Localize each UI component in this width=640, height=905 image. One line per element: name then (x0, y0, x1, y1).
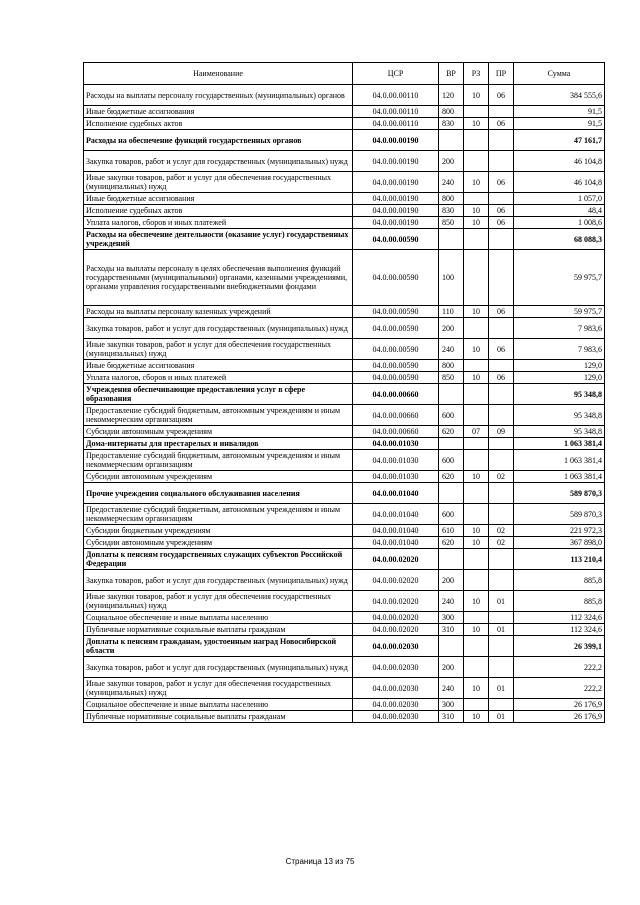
cell-sum: 112 324,6 (514, 624, 605, 636)
table-row (84, 591, 605, 612)
cell-vr: 240 (439, 172, 464, 193)
table-row (84, 624, 605, 636)
cell-sum: 1 063 381,4 (514, 471, 605, 483)
cell-pr (489, 483, 514, 504)
cell-pr (489, 549, 514, 570)
cell-csr: 04.0.00.00190 (353, 193, 439, 205)
header-vr: ВР (439, 63, 464, 85)
cell-csr: 04.0.00.01030 (353, 450, 439, 471)
cell-sum: 222,2 (514, 657, 605, 678)
header-rz: РЗ (464, 63, 489, 85)
cell-sum: 589 870,3 (514, 483, 605, 504)
cell-rz (464, 106, 489, 118)
cell-rz: 10 (464, 525, 489, 537)
cell-vr: 200 (439, 570, 464, 591)
table-row (84, 549, 605, 570)
cell-pr: 06 (489, 217, 514, 229)
cell-name: Исполнение судебных актов (84, 205, 353, 217)
cell-pr (489, 612, 514, 624)
cell-name: Субсидии автономным учреждениям (84, 426, 353, 438)
cell-csr: 04.0.00.00590 (353, 250, 439, 306)
cell-name: Иные закупки товаров, работ и услуг для обеспечения государственных (муниципальных) нужд (84, 591, 353, 612)
cell-pr: 06 (489, 339, 514, 360)
cell-vr: 800 (439, 193, 464, 205)
table-row (84, 471, 605, 483)
cell-name: Расходы на обеспечение функций государственных органов (84, 130, 353, 151)
cell-vr: 200 (439, 151, 464, 172)
cell-csr: 04.0.00.00590 (353, 306, 439, 318)
cell-vr: 620 (439, 537, 464, 549)
cell-pr: 06 (489, 205, 514, 217)
table-row (84, 229, 605, 250)
cell-pr: 01 (489, 678, 514, 699)
cell-rz (464, 657, 489, 678)
cell-name: Закупка товаров, работ и услуг для государственных (муниципальных) нужд (84, 151, 353, 172)
cell-pr: 06 (489, 172, 514, 193)
cell-csr: 04.0.00.02030 (353, 699, 439, 711)
cell-csr: 04.0.00.02020 (353, 612, 439, 624)
cell-pr: 02 (489, 525, 514, 537)
cell-rz (464, 318, 489, 339)
cell-vr (439, 636, 464, 657)
cell-csr: 04.0.00.00190 (353, 172, 439, 193)
cell-pr (489, 438, 514, 450)
page-number: Страница 13 из 75 (285, 857, 355, 866)
cell-name: Расходы на обеспечение деятельности (оказание услуг) государственных учреждений (84, 229, 353, 250)
cell-name: Расходы на выплаты персоналу государственных (муниципальных) органов (84, 85, 353, 106)
cell-csr: 04.0.00.00190 (353, 205, 439, 217)
table-row (84, 306, 605, 318)
cell-rz: 10 (464, 471, 489, 483)
cell-vr: 240 (439, 339, 464, 360)
cell-vr (439, 229, 464, 250)
cell-name: Иные закупки товаров, работ и услуг для обеспечения государственных (муниципальных) нужд (84, 339, 353, 360)
cell-rz (464, 636, 489, 657)
cell-vr: 600 (439, 450, 464, 471)
cell-csr: 04.0.00.02020 (353, 591, 439, 612)
cell-vr: 830 (439, 118, 464, 130)
cell-sum: 367 898,0 (514, 537, 605, 549)
cell-rz (464, 549, 489, 570)
cell-vr: 800 (439, 106, 464, 118)
cell-csr: 04.0.00.00660 (353, 384, 439, 405)
cell-name: Иные закупки товаров, работ и услуг для обеспечения государственных (муниципальных) нужд (84, 172, 353, 193)
cell-rz (464, 612, 489, 624)
cell-sum: 221 972,3 (514, 525, 605, 537)
cell-rz: 10 (464, 118, 489, 130)
cell-pr: 06 (489, 306, 514, 318)
cell-pr: 01 (489, 591, 514, 612)
table-row (84, 537, 605, 549)
cell-vr: 850 (439, 372, 464, 384)
cell-rz: 10 (464, 85, 489, 106)
cell-sum: 59 975,7 (514, 306, 605, 318)
cell-csr: 04.0.00.00590 (353, 372, 439, 384)
header-sum: Сумма (514, 63, 605, 85)
cell-rz (464, 450, 489, 471)
table-row (84, 372, 605, 384)
cell-csr: 04.0.00.02020 (353, 624, 439, 636)
cell-rz (464, 130, 489, 151)
cell-csr: 04.0.00.00660 (353, 426, 439, 438)
cell-vr: 600 (439, 405, 464, 426)
cell-sum: 68 088,3 (514, 229, 605, 250)
cell-pr (489, 193, 514, 205)
cell-name: Иные бюджетные ассигнования (84, 193, 353, 205)
cell-name: Доплаты к пенсиям гражданам, удостоенным наград Новосибирской области (84, 636, 353, 657)
table-body (84, 85, 605, 723)
cell-csr: 04.0.00.00590 (353, 360, 439, 372)
table-row (84, 525, 605, 537)
table-row (84, 483, 605, 504)
cell-rz (464, 384, 489, 405)
table-row (84, 570, 605, 591)
cell-pr (489, 318, 514, 339)
cell-vr: 240 (439, 591, 464, 612)
cell-sum: 7 983,6 (514, 339, 605, 360)
cell-sum: 113 210,4 (514, 549, 605, 570)
cell-pr: 06 (489, 372, 514, 384)
cell-rz: 10 (464, 624, 489, 636)
cell-sum: 95 348,8 (514, 384, 605, 405)
table-row (84, 384, 605, 405)
cell-sum: 91,5 (514, 118, 605, 130)
cell-rz: 07 (464, 426, 489, 438)
cell-rz: 10 (464, 372, 489, 384)
cell-rz: 10 (464, 172, 489, 193)
cell-pr (489, 699, 514, 711)
cell-vr (439, 549, 464, 570)
cell-pr: 02 (489, 471, 514, 483)
cell-sum: 1 057,0 (514, 193, 605, 205)
cell-name: Расходы на выплаты персоналу казенных учреждений (84, 306, 353, 318)
table-row (84, 205, 605, 217)
table-row (84, 657, 605, 678)
table-row (84, 360, 605, 372)
cell-csr: 04.0.00.02030 (353, 657, 439, 678)
cell-pr (489, 657, 514, 678)
cell-sum: 885,8 (514, 570, 605, 591)
cell-rz (464, 151, 489, 172)
table-row (84, 699, 605, 711)
cell-sum: 1 063 381,4 (514, 438, 605, 450)
cell-name: Социальное обеспечение и иные выплаты населению (84, 699, 353, 711)
cell-vr: 240 (439, 678, 464, 699)
cell-sum: 26 176,9 (514, 699, 605, 711)
cell-csr: 04.0.00.00660 (353, 405, 439, 426)
cell-rz: 10 (464, 339, 489, 360)
cell-pr: 01 (489, 624, 514, 636)
cell-vr (439, 384, 464, 405)
table-row (84, 172, 605, 193)
cell-vr: 620 (439, 426, 464, 438)
table-row (84, 405, 605, 426)
cell-name: Закупка товаров, работ и услуг для государственных (муниципальных) нужд (84, 657, 353, 678)
cell-csr: 04.0.00.00590 (353, 318, 439, 339)
cell-pr (489, 130, 514, 151)
cell-rz: 10 (464, 205, 489, 217)
cell-name: Предоставление субсидий бюджетным, автономным учреждениям и иным некоммерческим организациям (84, 504, 353, 525)
cell-rz (464, 229, 489, 250)
cell-rz: 10 (464, 591, 489, 612)
header-name: Наименование (84, 63, 353, 85)
cell-pr (489, 405, 514, 426)
cell-vr: 200 (439, 318, 464, 339)
cell-sum: 384 555,6 (514, 85, 605, 106)
cell-name: Публичные нормативные социальные выплаты гражданам (84, 711, 353, 723)
cell-rz (464, 438, 489, 450)
cell-sum: 222,2 (514, 678, 605, 699)
cell-csr: 04.0.00.01030 (353, 438, 439, 450)
cell-pr (489, 250, 514, 306)
table-row (84, 450, 605, 471)
cell-vr (439, 130, 464, 151)
cell-csr: 04.0.00.02030 (353, 711, 439, 723)
cell-name: Учреждения обеспечивающие предоставления услуг в сфере образования (84, 384, 353, 405)
cell-sum: 47 161,7 (514, 130, 605, 151)
cell-sum: 95 348,8 (514, 405, 605, 426)
cell-csr: 04.0.00.01040 (353, 483, 439, 504)
cell-pr: 06 (489, 85, 514, 106)
cell-rz (464, 504, 489, 525)
cell-rz (464, 360, 489, 372)
cell-name: Прочие учреждения социального обслуживания населения (84, 483, 353, 504)
cell-pr (489, 570, 514, 591)
cell-name: Уплата налогов, сборов и иных платежей (84, 217, 353, 229)
cell-sum: 7 983,6 (514, 318, 605, 339)
cell-rz (464, 250, 489, 306)
cell-vr: 600 (439, 504, 464, 525)
cell-vr (439, 438, 464, 450)
cell-vr: 300 (439, 612, 464, 624)
cell-pr (489, 360, 514, 372)
table-row (84, 151, 605, 172)
cell-rz: 10 (464, 217, 489, 229)
table-row (84, 426, 605, 438)
cell-csr: 04.0.00.02030 (353, 678, 439, 699)
cell-sum: 26 399,1 (514, 636, 605, 657)
cell-csr: 04.0.00.00190 (353, 130, 439, 151)
table-row (84, 106, 605, 118)
cell-rz (464, 405, 489, 426)
cell-vr: 610 (439, 525, 464, 537)
table-row (84, 504, 605, 525)
cell-vr: 300 (439, 699, 464, 711)
cell-csr: 04.0.00.00190 (353, 151, 439, 172)
cell-pr (489, 450, 514, 471)
cell-rz (464, 483, 489, 504)
cell-pr: 06 (489, 118, 514, 130)
cell-vr: 830 (439, 205, 464, 217)
cell-name: Субсидии автономным учреждениям (84, 537, 353, 549)
cell-rz (464, 570, 489, 591)
cell-vr: 110 (439, 306, 464, 318)
cell-csr: 04.0.00.00110 (353, 85, 439, 106)
cell-sum: 91,5 (514, 106, 605, 118)
cell-csr: 04.0.00.00590 (353, 339, 439, 360)
table-row (84, 711, 605, 723)
cell-csr: 04.0.00.01040 (353, 537, 439, 549)
cell-pr: 02 (489, 537, 514, 549)
cell-csr: 04.0.00.00590 (353, 229, 439, 250)
cell-pr: 01 (489, 711, 514, 723)
cell-name: Иные бюджетные ассигнования (84, 106, 353, 118)
cell-name: Дома-интернаты для престарелых и инвалидов (84, 438, 353, 450)
cell-name: Исполнение судебных актов (84, 118, 353, 130)
cell-sum: 59 975,7 (514, 250, 605, 306)
table-row (84, 85, 605, 106)
cell-pr (489, 229, 514, 250)
cell-rz: 10 (464, 678, 489, 699)
cell-sum: 885,8 (514, 591, 605, 612)
cell-csr: 04.0.00.01040 (353, 504, 439, 525)
cell-csr: 04.0.00.00110 (353, 118, 439, 130)
table-row (84, 339, 605, 360)
cell-rz: 10 (464, 306, 489, 318)
cell-sum: 95 348,8 (514, 426, 605, 438)
cell-csr: 04.0.00.00190 (353, 217, 439, 229)
header-pr: ПР (489, 63, 514, 85)
budget-table (83, 62, 605, 723)
cell-csr: 04.0.00.00110 (353, 106, 439, 118)
cell-sum: 129,0 (514, 360, 605, 372)
cell-sum: 46 104,8 (514, 151, 605, 172)
cell-vr: 310 (439, 711, 464, 723)
cell-pr (489, 151, 514, 172)
cell-csr: 04.0.00.02020 (353, 570, 439, 591)
cell-name: Иные закупки товаров, работ и услуг для обеспечения государственных (муниципальных) нужд (84, 678, 353, 699)
table-row (84, 118, 605, 130)
cell-name: Иные бюджетные ассигнования (84, 360, 353, 372)
cell-rz: 10 (464, 711, 489, 723)
cell-name: Расходы на выплаты персоналу в целях обеспечения выполнения функций государственными (муниципальными) органами, казенными учреждениями, органами управления государственными внебюджетными фондами (84, 250, 353, 306)
cell-vr: 800 (439, 360, 464, 372)
cell-vr (439, 483, 464, 504)
cell-vr: 850 (439, 217, 464, 229)
table-row (84, 678, 605, 699)
cell-pr: 09 (489, 426, 514, 438)
table-header-row (84, 63, 605, 85)
cell-sum: 26 176,9 (514, 711, 605, 723)
cell-name: Социальное обеспечение и иные выплаты населению (84, 612, 353, 624)
cell-name: Доплаты к пенсиям государственных служащих субъектов Российской Федерации (84, 549, 353, 570)
table-row (84, 612, 605, 624)
cell-sum: 112 324,6 (514, 612, 605, 624)
cell-sum: 589 870,3 (514, 504, 605, 525)
cell-name: Предоставление субсидий бюджетным, автономным учреждениям и иным некоммерческим организациям (84, 405, 353, 426)
table-row (84, 318, 605, 339)
cell-csr: 04.0.00.01040 (353, 525, 439, 537)
table-row (84, 250, 605, 306)
cell-sum: 1 063 381,4 (514, 450, 605, 471)
cell-sum: 129,0 (514, 372, 605, 384)
cell-rz (464, 193, 489, 205)
header-csr: ЦСР (353, 63, 439, 85)
cell-rz (464, 699, 489, 711)
cell-vr: 200 (439, 657, 464, 678)
cell-name: Уплата налогов, сборов и иных платежей (84, 372, 353, 384)
table-row (84, 130, 605, 151)
cell-pr (489, 636, 514, 657)
cell-pr (489, 384, 514, 405)
cell-vr: 620 (439, 471, 464, 483)
cell-rz: 10 (464, 537, 489, 549)
cell-name: Предоставление субсидий бюджетным, автономным учреждениям и иным некоммерческим организациям (84, 450, 353, 471)
cell-pr (489, 504, 514, 525)
cell-name: Субсидии автономным учреждениям (84, 471, 353, 483)
cell-csr: 04.0.00.02020 (353, 549, 439, 570)
cell-vr: 100 (439, 250, 464, 306)
cell-pr (489, 106, 514, 118)
cell-sum: 46 104,8 (514, 172, 605, 193)
cell-csr: 04.0.00.02030 (353, 636, 439, 657)
cell-vr: 310 (439, 624, 464, 636)
cell-csr: 04.0.00.01030 (353, 471, 439, 483)
table-row (84, 193, 605, 205)
cell-name: Субсидии бюджетным учреждениям (84, 525, 353, 537)
table-row (84, 217, 605, 229)
cell-sum: 1 008,6 (514, 217, 605, 229)
cell-vr: 120 (439, 85, 464, 106)
table-row (84, 636, 605, 657)
cell-name: Закупка товаров, работ и услуг для государственных (муниципальных) нужд (84, 318, 353, 339)
cell-name: Закупка товаров, работ и услуг для государственных (муниципальных) нужд (84, 570, 353, 591)
table-row (84, 438, 605, 450)
cell-sum: 48,4 (514, 205, 605, 217)
cell-name: Публичные нормативные социальные выплаты гражданам (84, 624, 353, 636)
